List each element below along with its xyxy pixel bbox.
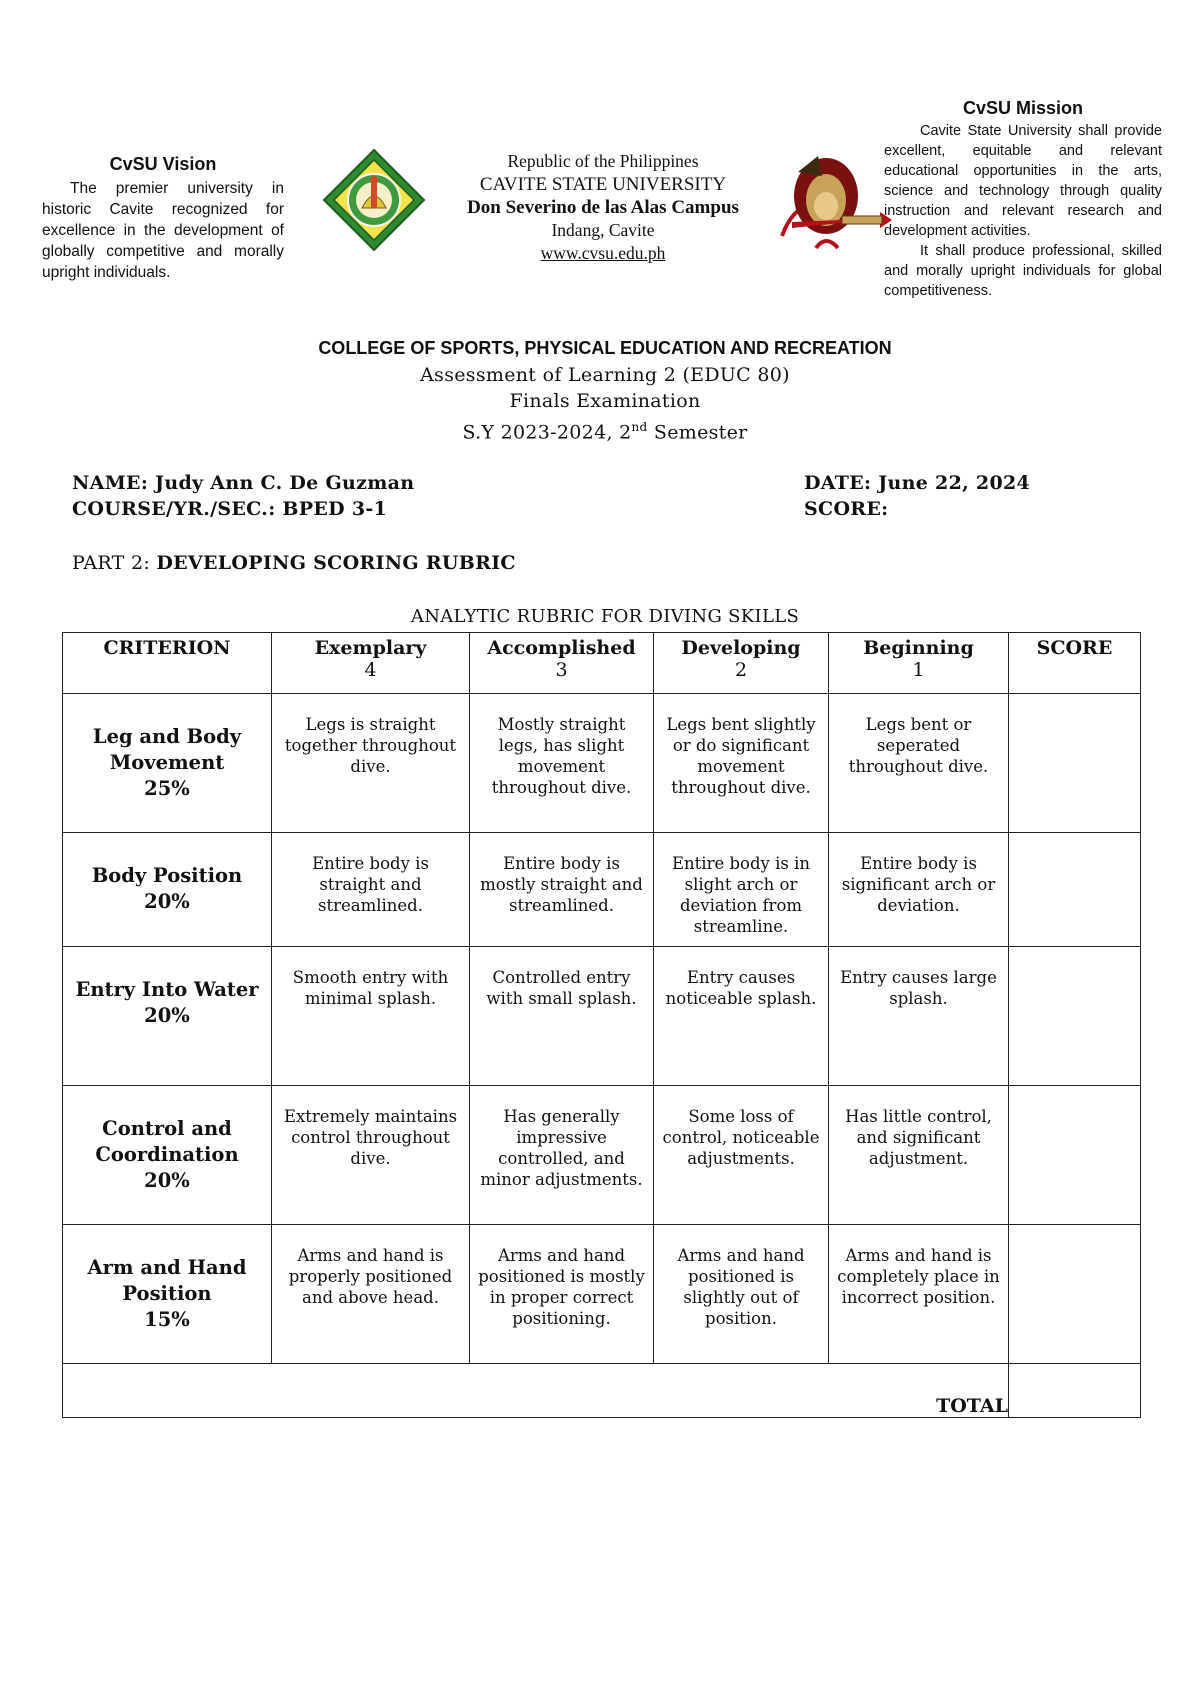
student-course: COURSE/YR./SEC.: BPED 3-1	[72, 498, 388, 520]
level-points: 1	[912, 659, 925, 681]
exam-date: DATE: June 22, 2024	[804, 472, 1030, 494]
republic-line: Republic of the Philippines	[507, 151, 699, 171]
course-title: Assessment of Learning 2 (EDUC 80)	[420, 364, 790, 386]
criterion-weight: 15%	[144, 1308, 190, 1331]
level-name: Accomplished	[487, 637, 636, 659]
score-header: SCORE	[1009, 633, 1141, 694]
vision-block	[42, 154, 284, 283]
total-row	[63, 1364, 1141, 1418]
vision-text: The premier university in historic Cavite recognized for excellence in the development of globally competitive and morally upright individuals.	[42, 180, 284, 281]
descriptor-cell: Legs bent or seperated throughout dive.	[829, 694, 1009, 833]
criterion-weight: 20%	[144, 890, 190, 913]
criterion-cell	[63, 947, 272, 1086]
criterion-cell	[63, 1086, 272, 1225]
rubric-row	[63, 1225, 1141, 1364]
criterion-weight: 20%	[144, 1004, 190, 1027]
descriptor-cell: Entire body is significant arch or deviation.	[829, 833, 1009, 947]
college-mascot-logo	[762, 148, 894, 252]
descriptor-cell: Entry causes large splash.	[829, 947, 1009, 1086]
criterion-name: Entry Into Water	[75, 978, 259, 1001]
rubric-header-row	[63, 633, 1141, 694]
descriptor-cell: Arms and hand is completely place in incorrect position.	[829, 1225, 1009, 1364]
rubric-row	[63, 947, 1141, 1086]
descriptor-cell: Entire body is mostly straight and streamlined.	[470, 833, 654, 947]
score-cell[interactable]	[1009, 947, 1141, 1086]
descriptor-cell: Entire body is in slight arch or deviation from streamline.	[654, 833, 829, 947]
student-score: SCORE:	[804, 498, 889, 520]
criterion-name: Leg and Body Movement	[92, 725, 242, 774]
school-year-prefix: S.Y 2023-2024, 2	[462, 421, 632, 444]
descriptor-cell: Has generally impressive controlled, and minor adjustments.	[470, 1086, 654, 1225]
descriptor-cell: Controlled entry with small splash.	[470, 947, 654, 1086]
criterion-cell	[63, 833, 272, 947]
mission-heading: CvSU Mission	[962, 98, 1084, 118]
descriptor-cell: Has little control, and significant adjustment.	[829, 1086, 1009, 1225]
criterion-name: Body Position	[91, 864, 243, 887]
rubric-row	[63, 1086, 1141, 1225]
level-header	[829, 633, 1009, 694]
website-link[interactable]: www.cvsu.edu.ph	[540, 243, 666, 263]
school-year-ordinal: nd	[631, 420, 648, 434]
total-label: TOTAL	[63, 1364, 1009, 1418]
criterion-cell	[63, 1225, 272, 1364]
school-year	[0, 414, 1200, 445]
rubric-table	[62, 632, 1141, 1418]
criterion-header: CRITERION	[63, 633, 272, 694]
university-name: CAVITE STATE UNIVERSITY	[479, 174, 727, 195]
mission-block	[884, 98, 1162, 301]
descriptor-cell: Extremely maintains control throughout dive.	[272, 1086, 470, 1225]
part-heading	[72, 552, 516, 574]
descriptor-cell: Smooth entry with minimal splash.	[272, 947, 470, 1086]
mission-text-1: Cavite State University shall provide excellent, equitable and relevant educational opportunities in the arts, science and technology through quality instruction and relevant research and development activities.	[884, 123, 1162, 239]
score-cell[interactable]	[1009, 833, 1141, 947]
score-cell[interactable]	[1009, 1086, 1141, 1225]
level-name: Exemplary	[314, 637, 427, 659]
criterion-name: Control and Coordination	[95, 1117, 239, 1166]
total-score-cell[interactable]	[1009, 1364, 1141, 1418]
level-name: Developing	[681, 637, 801, 659]
exam-type: Finals Examination	[509, 390, 701, 412]
campus-location: Indang, Cavite	[551, 220, 655, 240]
college-title: COLLEGE OF SPORTS, PHYSICAL EDUCATION AND RECREATION	[318, 338, 892, 358]
vision-heading: CvSU Vision	[109, 154, 217, 174]
descriptor-cell: Entire body is straight and streamlined.	[272, 833, 470, 947]
school-year-suffix: Semester	[647, 421, 748, 444]
descriptor-cell: Entry causes noticeable splash.	[654, 947, 829, 1086]
descriptor-cell: Legs bent slightly or do significant movement throughout dive.	[654, 694, 829, 833]
mission-text-2: It shall produce professional, skilled and morally upright individuals for global competitiveness.	[884, 243, 1162, 299]
criterion-cell	[63, 694, 272, 833]
level-points: 4	[364, 659, 377, 681]
rubric-row	[63, 833, 1141, 947]
descriptor-cell: Legs is straight together throughout dive.	[272, 694, 470, 833]
campus-name: Don Severino de las Alas Campus	[467, 197, 739, 218]
level-header	[654, 633, 829, 694]
descriptor-cell: Some loss of control, noticeable adjustments.	[654, 1086, 829, 1225]
score-cell[interactable]	[1009, 1225, 1141, 1364]
part-title: DEVELOPING SCORING RUBRIC	[156, 552, 516, 574]
level-points: 3	[555, 659, 568, 681]
rubric-title: ANALYTIC RUBRIC FOR DIVING SKILLS	[410, 606, 800, 627]
criterion-weight: 25%	[144, 777, 190, 800]
part-label: PART 2:	[72, 552, 157, 574]
descriptor-cell: Arms and hand positioned is slightly out of position.	[654, 1225, 829, 1364]
level-header	[272, 633, 470, 694]
level-header	[470, 633, 654, 694]
descriptor-cell: Mostly straight legs, has slight movement throughout dive.	[470, 694, 654, 833]
level-points: 2	[734, 659, 748, 681]
university-header	[444, 150, 762, 265]
student-name: NAME: Judy Ann C. De Guzman	[72, 472, 415, 494]
university-seal-logo	[322, 148, 426, 252]
criterion-name: Arm and Hand Position	[87, 1256, 247, 1305]
descriptor-cell: Arms and hand is properly positioned and above head.	[272, 1225, 470, 1364]
criterion-weight: 20%	[144, 1169, 190, 1192]
level-name: Beginning	[863, 637, 974, 659]
score-cell[interactable]	[1009, 694, 1141, 833]
descriptor-cell: Arms and hand positioned is mostly in proper correct positioning.	[470, 1225, 654, 1364]
exam-info	[0, 362, 1200, 445]
rubric-row	[63, 694, 1141, 833]
